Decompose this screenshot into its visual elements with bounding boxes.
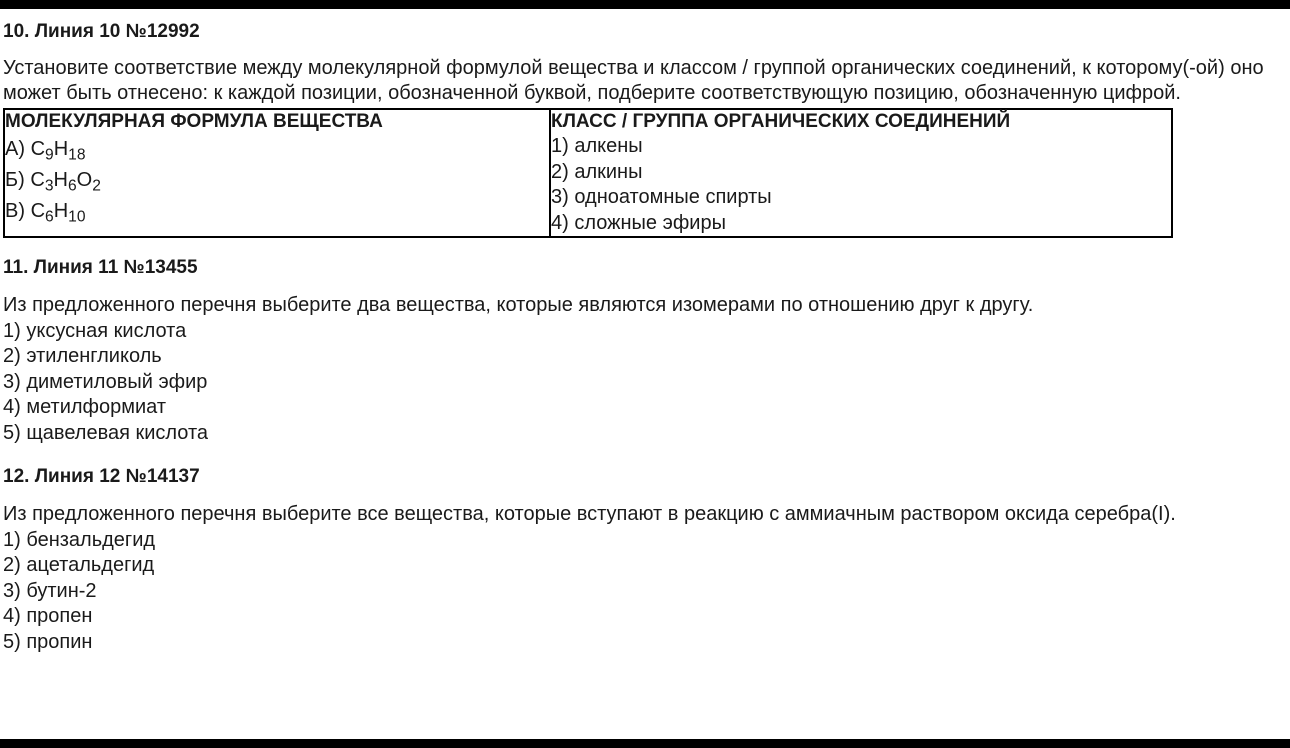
question-title: 10. Линия 10 №12992 [3, 21, 200, 42]
answer-option: 3) бутин-2 [3, 579, 97, 602]
formula-column-header: МОЛЕКУЛЯРНАЯ ФОРМУЛА ВЕЩЕСТВА [5, 111, 383, 132]
class-column [550, 109, 1172, 237]
formula-column [4, 109, 550, 237]
class-item: 4) сложные эфиры [551, 211, 726, 234]
class-column-header: КЛАСС / ГРУППА ОРГАНИЧЕСКИХ СОЕДИНЕНИЙ [551, 111, 1011, 132]
question-10 [3, 20, 1273, 238]
class-item: 2) алкины [551, 160, 643, 183]
formula-item: А) $C_9H_{18}$ [5, 138, 86, 164]
formula-label: А) [5, 138, 25, 160]
question-title: 12. Линия 12 №14137 [3, 466, 200, 487]
answer-option: 5) пропин [3, 630, 93, 653]
formula-label: В) [5, 200, 25, 222]
bottom-border-bar [0, 739, 1290, 748]
question-text: Из предложенного перечня выберите все вещества, которые вступают в реакцию с аммиачным раствором оксида серебра(I). [3, 503, 1176, 525]
answer-option: 1) бензальдегид [3, 528, 156, 551]
top-border-bar [0, 0, 1290, 9]
answer-option: 3) диметиловый эфир [3, 370, 208, 393]
answer-option: 2) ацетальдегид [3, 554, 155, 576]
class-item: 3) одноатомные спирты [551, 186, 772, 208]
answer-option: 2) этиленгликоль [3, 345, 162, 367]
formula-item: В) $C_6H_{10}$ [5, 200, 86, 226]
formula-label: Б) [5, 169, 25, 191]
question-text: Установите соответствие между молекулярной формулой вещества и классом / группой органических соединений, к которому(-ой) оно может быть отнесено: к каждой позиции, обозначенной буквой, подберите соответствующую позицию, обозначенную цифрой. [3, 57, 1264, 104]
question-text: Из предложенного перечня выберите два вещества, которые являются изомерами по отношению друг к другу. [3, 294, 1034, 316]
answer-option: 4) метилформиат [3, 396, 167, 418]
answer-option: 4) пропен [3, 605, 93, 627]
question-11 [3, 256, 1273, 446]
question-12 [3, 465, 1273, 655]
class-item: 1) алкены [551, 135, 643, 157]
task-list [3, 20, 1273, 655]
answer-option: 5) щавелевая кислота [3, 421, 209, 444]
question-title: 11. Линия 11 №13455 [3, 257, 198, 278]
answer-option: 1) уксусная кислота [3, 319, 187, 342]
formula-item: Б) $C_3H_6O_2$ [5, 169, 101, 195]
matching-table [3, 108, 1173, 238]
